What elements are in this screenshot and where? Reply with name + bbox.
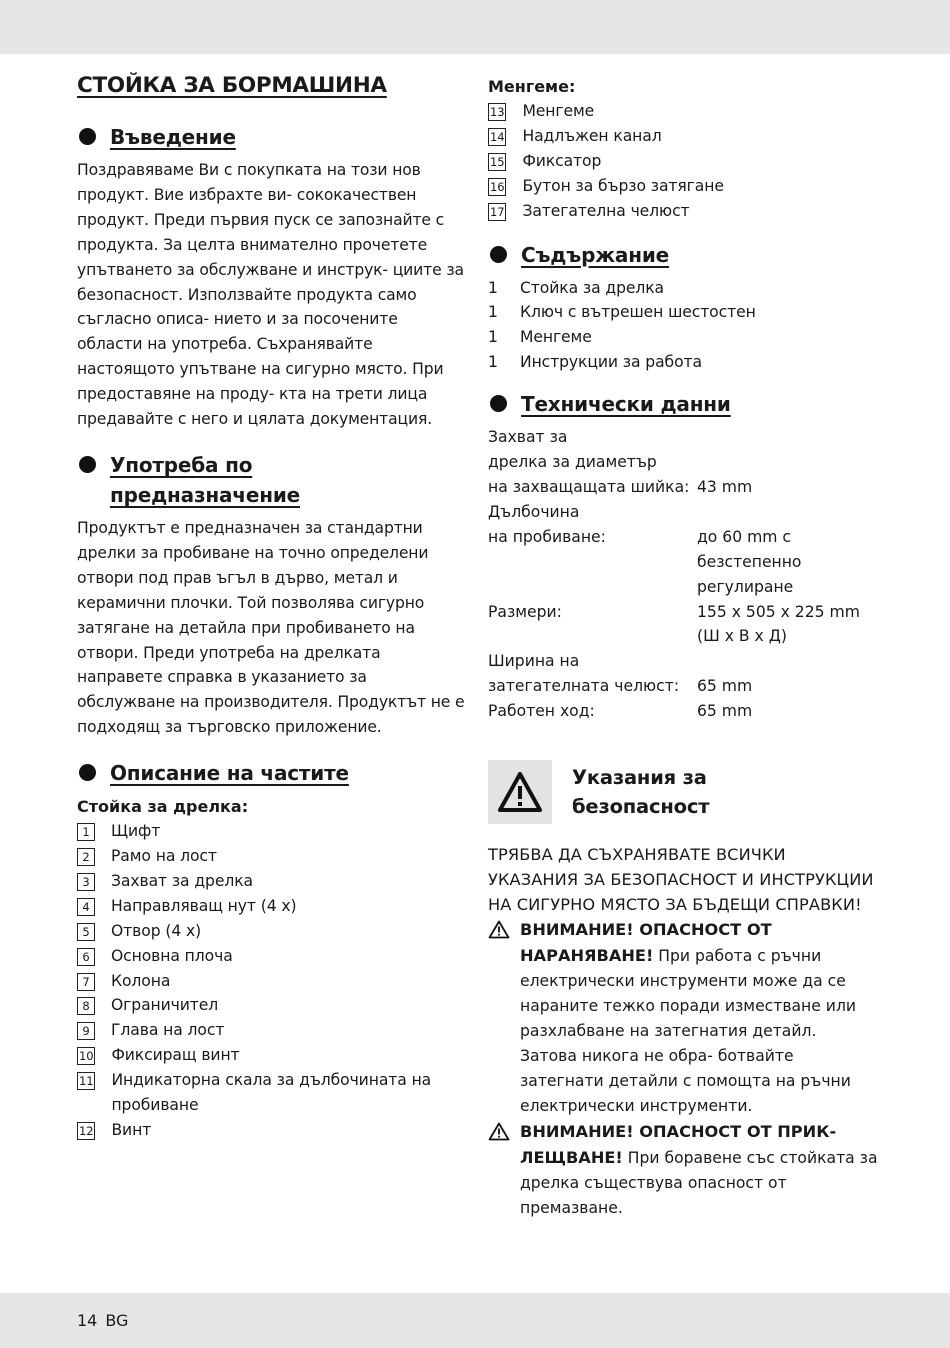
part-label: Рамо на лост [111,847,217,866]
tech-key: на пробиване: [488,527,606,546]
usage-heading-text [110,450,300,510]
warning-small-icon [488,917,520,1119]
part-number-box: 13 [490,105,505,119]
part-number-box: 12 [79,1124,94,1138]
tech-value [697,450,878,475]
part-label: Ограничител [111,996,219,1015]
tech-row [488,525,878,550]
part-item [488,124,878,149]
warning-item [488,917,878,1119]
part-label: Захват за дрелка [111,871,253,890]
part-label: Менгеме [522,102,595,120]
tech-value [697,500,878,525]
tech-value [697,425,878,450]
part-item [77,869,467,894]
part-item [77,844,467,869]
part-item [77,944,467,969]
part-label: Винт [111,1121,152,1139]
part-number-box: 4 [77,898,95,916]
warnings-list [488,917,878,1221]
part-item [488,99,878,124]
warning-bold: ВНИМАНИЕ! ОПАСНОСТ ОТ НАРАНЯВАНЕ! [520,920,772,966]
page-footer [77,1311,128,1330]
part-label: Основна плоча [111,946,233,965]
part-label: Щифт [111,822,161,841]
warning-body: При боравене със стойката за дрелка съществува опасност от премазване. [520,1149,878,1218]
contents-list [488,276,878,376]
part-label: Направляващ нут (4 x) [111,896,297,915]
part-number-box: 15 [490,154,505,169]
tech-key [488,550,697,575]
bullet-dot-icon [490,395,507,412]
part-number-box: 7 [77,973,95,991]
tech-key [488,624,697,649]
part-label: Фиксиращ винт [111,1046,240,1065]
part-label: Индикаторна скала за дълбочината на пробиване [111,1071,432,1115]
warning-body: При работа с ръчни електрически инструменти може да се нараните тежко поради изместване или разхлабване на затегнатия детайл. Затова никога не обра- ботвайте затегнати детайли с помощта на ръчни електрически инструменти. [520,947,857,1116]
vise-parts-list [488,99,878,224]
tech-row [488,649,878,674]
contents-label: Менгеме [520,328,592,347]
tech-row [488,500,878,525]
warning-item [488,1119,878,1221]
stand-parts-list [77,819,467,1143]
tech-key: Ширина на [488,652,580,671]
tech-value: 65 mm [697,677,753,696]
page-title: СТОЙКА ЗА БОРМАШИНА [77,73,387,98]
contents-label: Стойка за дрелка [520,278,664,297]
stand-label: Стойка за дрелка: [77,797,249,817]
usage-heading-line2: предназначение [110,482,300,507]
safety-title [572,763,709,821]
parts-heading-text: Описание на частите [110,761,349,786]
part-number-box: 10 [79,1049,94,1064]
tech-value: (Ш x В x Д) [697,627,788,646]
part-label: Бутон за бързо затягане [522,176,724,195]
part-item [77,919,467,944]
warning-text [520,917,878,1119]
left-column [77,70,467,1143]
tech-row [488,425,878,450]
part-item [77,993,467,1018]
part-item [488,174,878,199]
bullet-dot-icon [490,246,507,263]
safety-caps-text: ТРЯБВА ДА СЪХРАНЯВАТЕ ВСИЧКИ УКАЗАНИЯ ЗА БЕЗОПАСНОСТ И ИНСТРУКЦИИ НА СИГУРНО МЯСТО ЗА БЪДЕЩИ СПРАВКИ! [488,845,874,915]
tech-row [488,624,878,649]
bottom-band [0,1293,950,1348]
tech-row [488,550,878,575]
part-label: Колона [111,971,171,990]
tech-value: 65 mm [697,702,753,721]
part-item [488,149,878,174]
warning-bold: ВНИМАНИЕ! ОПАСНОСТ ОТ ПРИК- ЛЕЩВАНЕ! [520,1122,837,1168]
part-number-box: 8 [77,997,95,1015]
tech-key [488,575,697,600]
tech-key: на захващащата шийка: [488,477,690,496]
safety-heading [488,760,878,824]
tech-key: дрелка за диаметър [488,453,657,472]
part-label: Надлъжен канал [522,126,662,145]
language-code: BG [105,1311,129,1330]
intro-text: Поздравяваме Ви с покупката на този нов продукт. Вие избрахте ви- сококачествен продукт. Преди първия пуск се запознайте с продукта. За целта внимателно прочетете упътването за обслужване и инструк- циите за безопасност. Използвайте продукта само съгласно описа- нието и за посочените области на употреба. Съхранявайте настоящото упътване на сигурно място. При предоставяне на проду- кта на трети лица предавайте с него и цялата документация. [77,161,464,429]
safety-title-line2: безопасност [572,795,710,819]
part-number-box: 9 [77,1022,95,1040]
contents-count: 1 [488,328,498,347]
top-band [0,0,950,54]
tech-key: Дълбочина [488,502,580,521]
part-number-box: 3 [77,873,95,891]
contents-item [488,276,878,301]
vise-label: Менгеме: [488,77,576,96]
contents-item [488,300,878,325]
usage-text: Продуктът е предназначен за стандартни дрелки за пробиване на точно определени отвори под прав ъгъл в дърво, метал и керамични плочки. Той позволява сигурно затягане на детайла при пробиването на отвори. Преди употреба на дрелката направете справка в указанието за обслужване на производителя. Продуктът не е подходящ за търговско приложение. [77,518,465,737]
bullet-dot-icon [79,128,96,145]
warning-small-icon [488,1119,520,1221]
tech-value: безстепенно [697,552,802,571]
part-number-box: 2 [77,848,95,866]
usage-heading [77,450,467,510]
tech-heading-text: Технически данни [521,392,731,417]
part-item [77,969,467,994]
part-number-box: 14 [490,129,505,144]
part-item [77,1068,467,1118]
parts-heading [77,758,467,788]
part-number-box: 17 [490,204,505,219]
tech-value: 155 x 505 x 225 mm [697,602,860,621]
intro-heading-text: Въведение [110,125,236,149]
tech-key: Работен ход: [488,702,595,721]
tech-row [488,674,878,699]
part-number-box: 5 [77,923,95,941]
part-label: Фиксатор [522,151,602,170]
tech-key: затегателната челюст: [488,677,680,696]
contents-heading [488,240,878,270]
usage-heading-line1: Употреба по [110,452,253,477]
part-item [488,199,878,224]
part-item [77,1018,467,1043]
contents-label: Ключ с вътрешен шестостен [520,303,756,322]
part-number-box: 1 [77,823,95,841]
contents-item [488,325,878,350]
contents-count: 1 [488,353,498,372]
part-number-box: 11 [79,1074,94,1089]
part-label: Затегателна челюст [522,201,690,220]
tech-row [488,699,878,724]
page-number: 14 [77,1311,98,1330]
contents-label: Инструкции за работа [520,353,702,372]
tech-row [488,450,878,475]
tech-table [488,425,878,724]
tech-row [488,600,878,625]
warning-triangle-icon [488,760,552,824]
tech-value [697,649,878,674]
safety-title-line1: Указания за [572,766,707,790]
contents-count: 1 [488,303,498,322]
part-item [77,894,467,919]
part-label: Глава на лост [111,1021,225,1040]
contents-count: 1 [488,278,498,297]
tech-row [488,475,878,500]
part-number-box: 6 [77,948,95,966]
part-number-box: 16 [490,179,505,194]
intro-heading [77,122,467,152]
tech-heading [488,389,878,419]
tech-key: Размери: [488,602,562,621]
part-label: Отвор (4 x) [111,921,202,940]
contents-item [488,350,878,375]
right-column [488,74,878,1221]
tech-value: 43 mm [697,477,753,496]
part-item [77,819,467,844]
tech-key: Захват за [488,428,568,447]
part-item [77,1043,467,1068]
warning-text [520,1119,878,1221]
part-item [77,1118,467,1143]
bullet-dot-icon [79,764,96,781]
contents-heading-text: Съдържание [521,242,670,267]
tech-row [488,575,878,600]
bullet-dot-icon [79,456,96,473]
tech-value: регулиране [697,577,794,596]
tech-value: до 60 mm с [697,527,791,546]
